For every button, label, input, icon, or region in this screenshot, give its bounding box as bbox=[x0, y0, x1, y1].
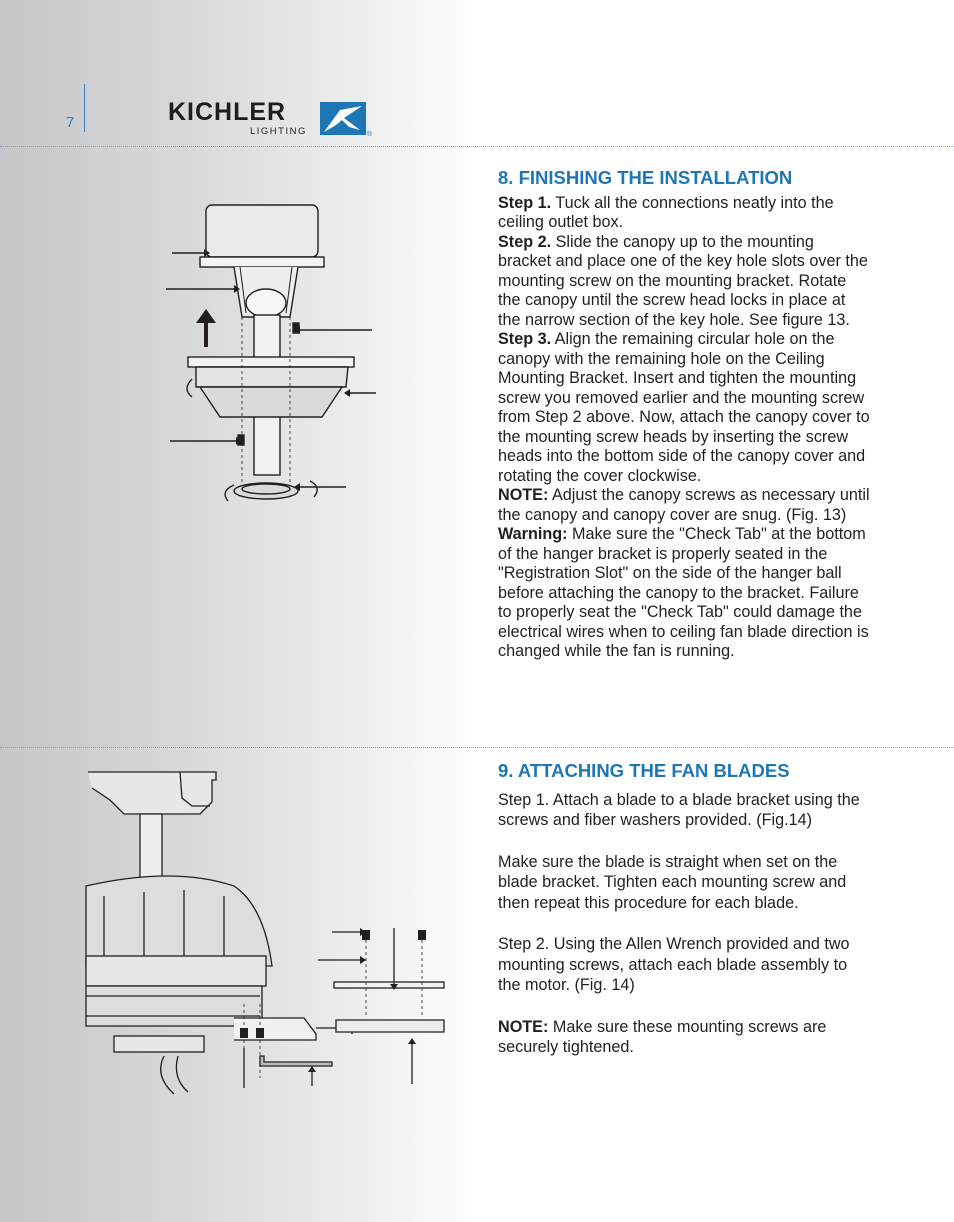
step-1: Step 1. Tuck all the connections neatly into the ceiling outlet box. bbox=[498, 193, 834, 231]
note: NOTE: Adjust the canopy screws as necessary until the canopy and canopy cover are snug. (Fig. 13) bbox=[498, 486, 870, 524]
section-separator bbox=[0, 747, 954, 748]
blade-straight-instruction: Make sure the blade is straight when set on the blade bracket. Tighten each mounting screw and then repeat this procedure for each blade. bbox=[498, 852, 847, 912]
blade-step-1: Step 1. Attach a blade to a blade bracket using the screws and fiber washers provided. (Fig.14) bbox=[498, 790, 860, 829]
kichler-k-icon bbox=[320, 102, 374, 138]
finishing-installation-section bbox=[498, 168, 870, 662]
canopy-installation-diagram bbox=[150, 195, 390, 515]
blade-note: NOTE: Make sure these mounting screws are securely tightened. bbox=[498, 1017, 827, 1056]
section-9-title: 9. ATTACHING THE FAN BLADES bbox=[498, 760, 790, 781]
step-2: Step 2. Slide the canopy up to the mounting bracket and place one of the key hole slots over the mounting screw on the mounting bracket. Rotate the canopy until the screw head locks in place at the narrow section of the key hole. See figure 13. bbox=[498, 232, 868, 329]
blade-step-2: Step 2. Using the Allen Wrench provided and two mounting screws, attach each blade assembly to the motor. (Fig. 14) bbox=[498, 935, 850, 994]
warning: Warning: Make sure the "Check Tab" at the bottom of the hanger bracket is properly seated in the "Registration Slot" on the side of the hanger ball before attaching the canopy to the bracket. Failure to properly seat the "Check Tab" could damage the electrical wires when to ceiling fan blade direction is changed while the fan is running. bbox=[498, 525, 869, 660]
svg-text:®: ® bbox=[367, 131, 373, 138]
attaching-blades-section bbox=[498, 761, 870, 1079]
logo-wordmark: KICHLER bbox=[168, 98, 287, 126]
section-8-title: 8. FINISHING THE INSTALLATION bbox=[498, 167, 793, 188]
logo-subtitle: LIGHTING bbox=[250, 126, 307, 137]
blade-attachment-diagram bbox=[84, 766, 454, 1112]
page-number: 7 bbox=[66, 114, 75, 131]
step-3: Step 3. Align the remaining circular hole on the canopy with the remaining hole on the Ceiling Mounting Bracket. Insert and tighten the mounting screw you removed earlier and the mounting screw from Step 2 above. Now, attach the canopy cover to the mounting screw heads by inserting the screw heads into the bottom side of the canopy cover and rotating the cover clockwise. bbox=[498, 330, 870, 485]
header-separator bbox=[0, 146, 954, 147]
header-divider bbox=[84, 84, 85, 132]
kichler-logo bbox=[168, 98, 380, 144]
